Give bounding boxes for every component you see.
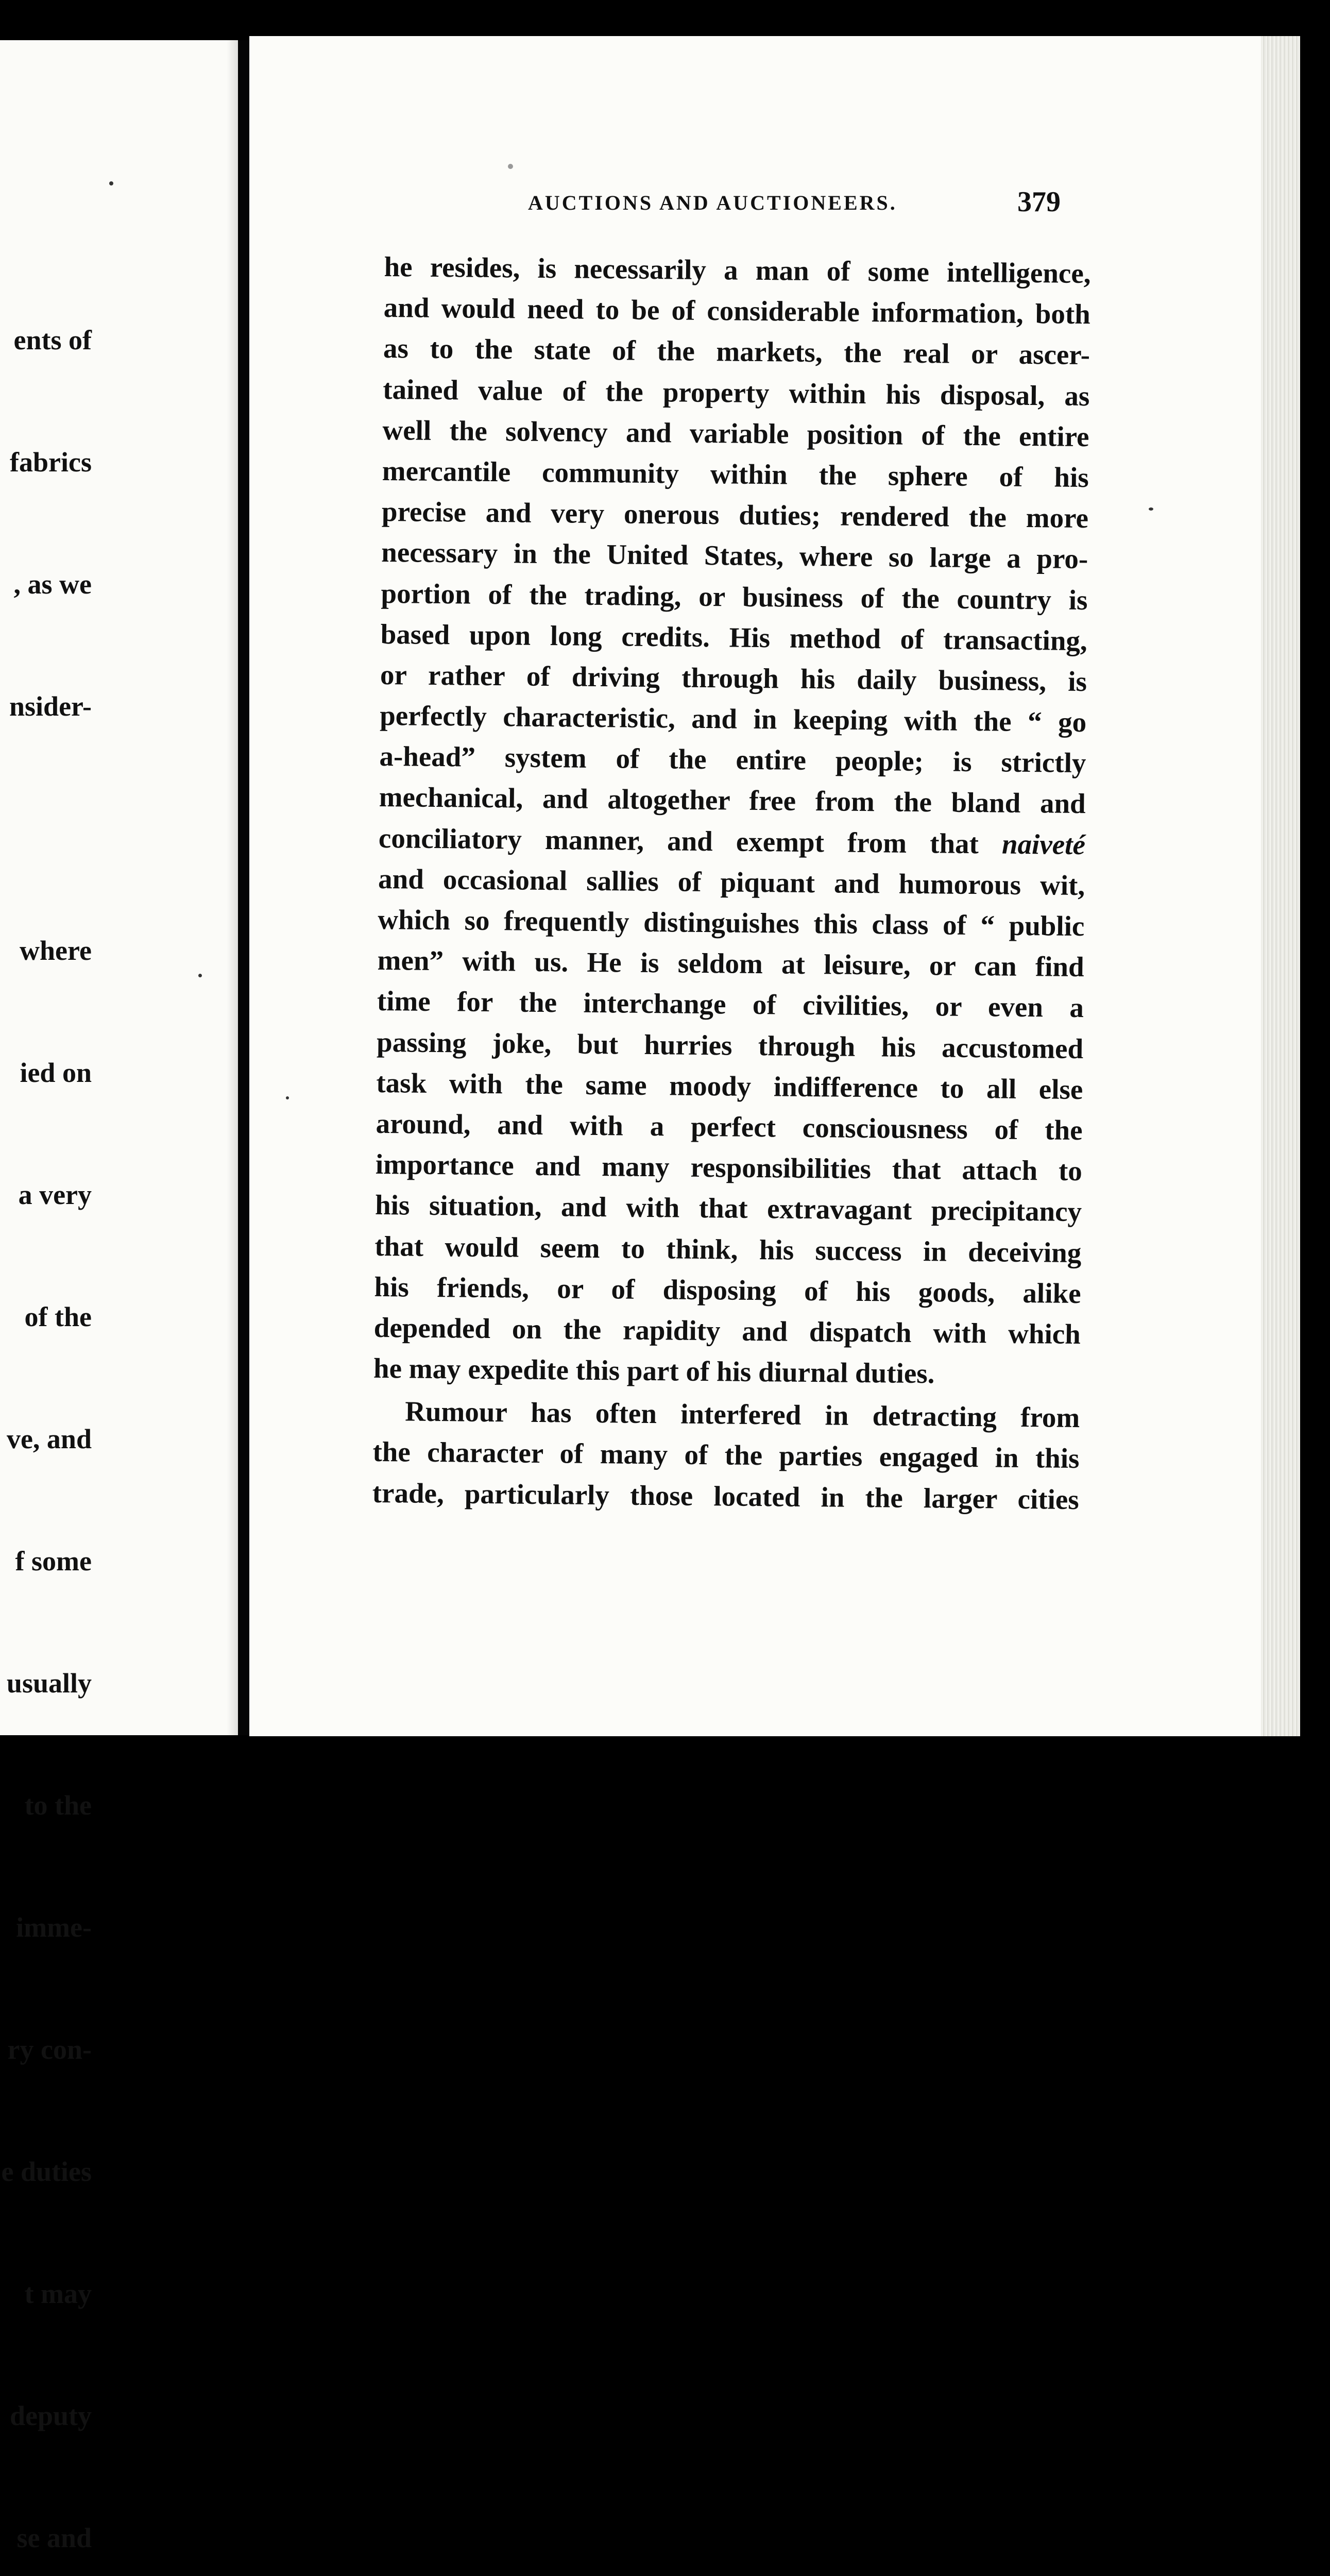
- text-line: he resides, is necessarily a man of some intelligence,: [384, 250, 1091, 290]
- page-edge: [1261, 36, 1300, 1736]
- text-line: as to the state of the markets, the real or ascer-: [383, 332, 1090, 371]
- text-line: mercantile community within the sphere of his: [382, 454, 1089, 494]
- text-line: perfectly characteristic, and in keeping with the “ go: [379, 700, 1087, 738]
- text-line: a-head” system of the entire people; is strictly: [379, 740, 1086, 779]
- text-line: precise and very onerous duties; rendered the more: [381, 496, 1089, 534]
- left-line: fabrics: [10, 447, 92, 478]
- left-line: imme-: [16, 1912, 92, 1943]
- scan-speck: [1149, 507, 1153, 511]
- left-line: ry con-: [7, 2034, 92, 2065]
- left-page-text: [0, 239, 92, 2576]
- left-line: to the: [24, 1790, 92, 1821]
- left-line: deputy: [9, 2400, 92, 2431]
- text-line: that would seem to think, his success in deceiving: [374, 1230, 1082, 1268]
- text-line: mechanical, and altogether free from the bland and: [379, 781, 1086, 820]
- text-line: he may expedite this part of his diurnal duties.: [373, 1352, 935, 1389]
- text-line: or rather of driving through his daily business, is: [380, 658, 1087, 698]
- text-line: based upon long credits. His method of transacting,: [380, 618, 1088, 656]
- text-line: the character of many of the parties engaged in this: [372, 1436, 1080, 1475]
- text-line: which so frequently distinguishes this class of “ public: [378, 903, 1085, 942]
- body-text: [372, 246, 1091, 1520]
- text-line: men” with us. He is seldom at leisure, or can find: [377, 944, 1084, 983]
- scan-border: [1300, 31, 1330, 1776]
- text-line: task with the same moody indifference to all else: [376, 1066, 1083, 1105]
- left-line: where: [20, 935, 92, 966]
- scan-speck: [198, 974, 202, 977]
- text-line: passing joke, but hurries through his accustomed: [376, 1026, 1084, 1064]
- text-line: and would need to be of considerable information, both: [383, 292, 1091, 330]
- text-line-with-italic: [379, 818, 1086, 865]
- left-line: ied on: [20, 1057, 92, 1088]
- left-line: a very: [18, 1179, 92, 1210]
- scan-speck: [109, 181, 113, 185]
- left-line: e duties: [1, 2156, 92, 2187]
- left-line: se and: [16, 2522, 92, 2553]
- running-head: AUCTIONS AND AUCTIONEERS.: [528, 191, 897, 214]
- left-page-fragment: [0, 40, 238, 2553]
- text-line: portion of the trading, or business of the country is: [381, 577, 1088, 616]
- book-spine: [238, 40, 249, 1735]
- left-line: t may: [24, 2278, 92, 2309]
- left-line: ents of: [13, 325, 92, 355]
- italic-word: naiveté: [1001, 828, 1086, 860]
- scan-speck: [286, 1096, 289, 1099]
- left-line: [0, 808, 92, 849]
- left-line: nsider-: [9, 691, 92, 722]
- left-line: f some: [15, 1546, 92, 1577]
- text-line: his friends, or of disposing of his goods, alike: [374, 1270, 1081, 1309]
- text-line: around, and with a perfect consciousness of the: [376, 1107, 1083, 1146]
- left-line: ve, and: [6, 1423, 92, 1454]
- text-line: depended on the rapidity and dispatch with which: [373, 1311, 1081, 1350]
- text-line: his situation, and with that extravagant precipitancy: [374, 1189, 1082, 1228]
- text-line: trade, particularly those located in the larger cities: [372, 1477, 1080, 1515]
- text-line: tained value of the property within his disposal, as: [383, 373, 1090, 412]
- scan-speck: [508, 164, 513, 169]
- text-line: time for the interchange of civilities, or even a: [377, 985, 1084, 1024]
- text-line: importance and many responsibilities that attach to: [375, 1148, 1083, 1187]
- page-number: 379: [1017, 186, 1061, 218]
- text-line: Rumour has often interfered in detracting from: [405, 1395, 1080, 1434]
- left-line: , as we: [13, 569, 92, 600]
- text-line: well the solvency and variable position of the entire: [382, 414, 1089, 452]
- left-line: usually: [6, 1668, 92, 1699]
- text-line: necessary in the United States, where so large a pro-: [381, 536, 1088, 575]
- text-line: and occasional sallies of piquant and humorous wit,: [378, 862, 1085, 901]
- left-line: of the: [24, 1301, 92, 1332]
- text-line-part: conciliatory manner, and exempt from that: [378, 822, 979, 859]
